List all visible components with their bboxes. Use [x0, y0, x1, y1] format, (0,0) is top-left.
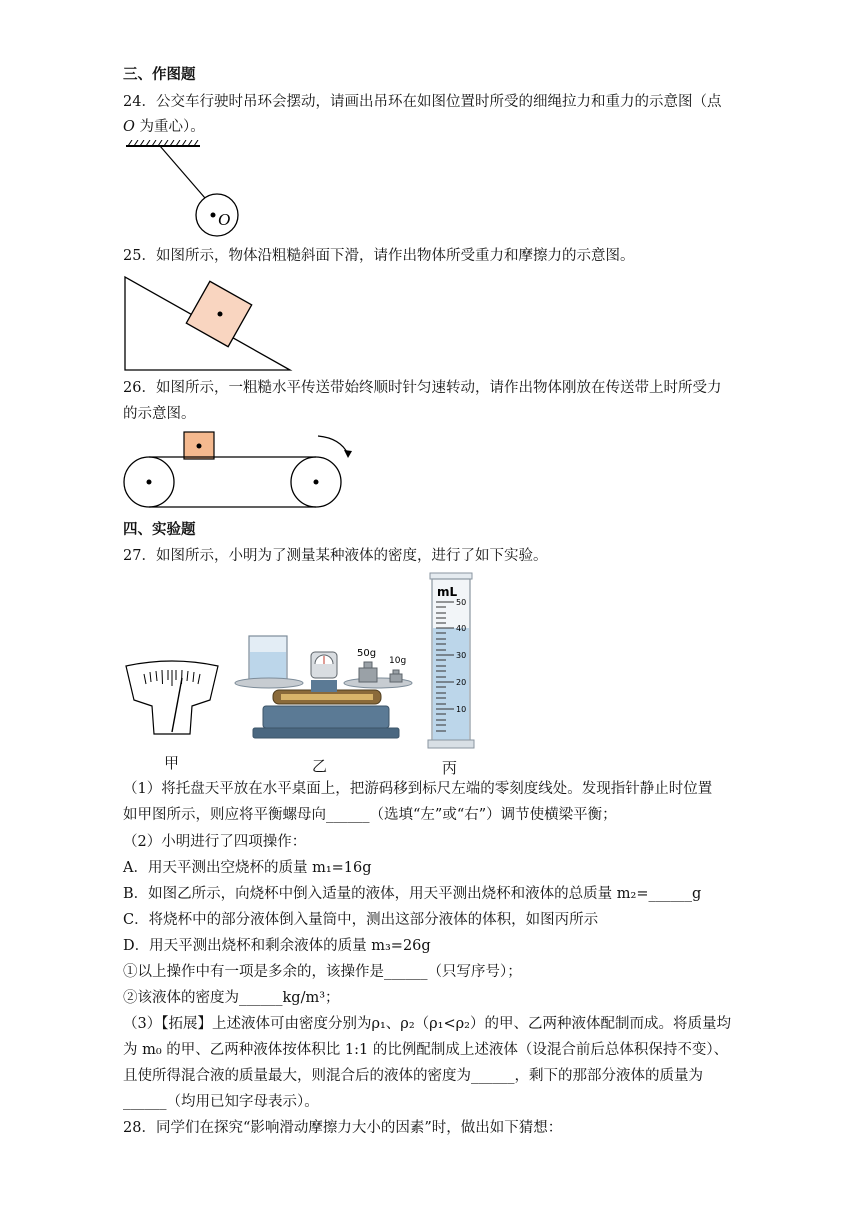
svg-text:mL: mL	[437, 585, 458, 599]
q27-intro: 27．如图所示，小明为了测量某种液体的密度，进行了如下实验。	[123, 548, 548, 564]
q27-part1-line1: （1）将托盘天平放在水平桌面上，把游码移到标尺左端的零刻度线处。发现指针静止时位置	[123, 781, 713, 797]
q27-question-i: ①以上操作中有一项是多余的，该操作是______（只写序号）；	[123, 964, 522, 980]
conveyor-figure	[120, 428, 360, 512]
svg-text:20: 20	[456, 678, 467, 687]
weight-10g	[390, 674, 402, 682]
q24-text-line2: O 为重心）。	[123, 119, 205, 135]
q27-part3-line3: 且使所得混合液的质量最大，则混合后的液体的密度为______，剩下的那部分液体的质量为	[123, 1068, 703, 1084]
weight-50g	[359, 668, 377, 682]
q27-part3-line1: （3）【拓展】上述液体可由密度分别为ρ₁、ρ₂（ρ₁<ρ₂）的甲、乙两种液体配制而成。将质量均	[123, 1016, 731, 1032]
pointer-scale-figure	[122, 660, 222, 742]
fig-label-bing: 丙	[442, 759, 458, 777]
center-o-label: O	[218, 210, 231, 229]
q27-part2: （2）小明进行了四项操作：	[123, 834, 307, 850]
q27-part3-line2: 为 m₀ 的甲、乙两种液体按体积比 1:1 的比例配制成上述液体（设混合前后总体积保持不变）、	[123, 1042, 729, 1058]
q24-text-line1: 24．公交车行驶时吊环会摆动，请画出吊环在如图位置时所受的细绳拉力和重力的示意图（点	[123, 94, 722, 110]
incline-figure	[120, 272, 300, 376]
svg-text:50g: 50g	[357, 648, 377, 659]
q27-part1-line2: 如甲图所示，则应将平衡螺母向______（选填“左”或“右”）调节使横梁平衡；	[123, 807, 617, 823]
q27-op-a: A．用天平测出空烧杯的质量 m₁=16g	[123, 860, 372, 876]
fig-label-yi: 乙	[312, 757, 328, 775]
svg-text:40: 40	[456, 624, 467, 633]
svg-text:10g: 10g	[389, 656, 407, 666]
q27-op-b: B．如图乙所示，向烧杯中倒入适量的液体，用天平测出烧杯和液体的总质量 m₂=______g	[123, 886, 702, 902]
svg-text:30: 30	[456, 651, 467, 660]
clockwise-arrow-icon	[318, 436, 348, 454]
section-title: 四、实验题	[123, 521, 196, 538]
q27-op-d: D．用天平测出烧杯和剩余液体的质量 m₃=26g	[123, 938, 431, 954]
q26-text-line2: 的示意图。	[123, 406, 196, 422]
balance-figure	[233, 630, 423, 742]
section-title: 三、作图题	[123, 66, 196, 83]
hanging-ring-figure	[120, 140, 260, 240]
fig-label-jia: 甲	[164, 754, 180, 772]
q27-part3-line4: ______（均用已知字母表示）。	[123, 1094, 319, 1110]
q27-op-c: C．将烧杯中的部分液体倒入量筒中，测出这部分液体的体积，如图丙所示	[123, 912, 599, 928]
svg-text:50: 50	[456, 598, 467, 607]
q26-text-line1: 26．如图所示，一粗糙水平传送带始终顺时针匀速转动，请作出物体刚放在传送带上时所受力	[123, 380, 722, 396]
q27-question-ii: ②该液体的密度为______kg/m³；	[123, 990, 340, 1006]
q25-text: 25．如图所示，物体沿粗糙斜面下滑，请作出物体所受重力和摩擦力的示意图。	[123, 248, 635, 264]
graduated-cylinder-figure	[426, 570, 476, 750]
svg-text:10: 10	[456, 705, 467, 714]
q28-text: 28．同学们在探究“影响滑动摩擦力大小的因素”时，做出如下猜想：	[123, 1120, 563, 1136]
